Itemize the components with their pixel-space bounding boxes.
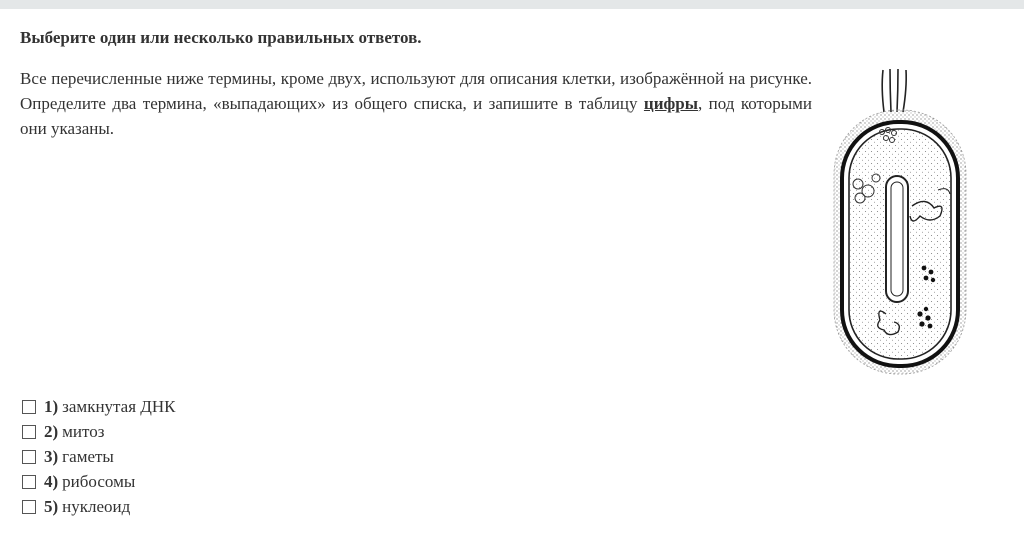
option-1-checkbox[interactable] [22, 400, 36, 414]
option-3[interactable] [22, 444, 176, 469]
option-2-checkbox[interactable] [22, 425, 36, 439]
question-highlight: цифры [643, 94, 699, 113]
question-text-after: , под которыми они указаны. [20, 94, 812, 138]
question-text [20, 66, 812, 141]
option-5[interactable] [22, 494, 176, 519]
option-3-number: 3) [44, 446, 59, 466]
option-4-number: 4) [44, 471, 59, 491]
option-2[interactable] [22, 419, 176, 444]
flagella [882, 69, 906, 112]
option-1[interactable] [22, 394, 176, 419]
option-4-label: рибосомы [62, 471, 136, 491]
option-2-label: митоз [62, 421, 105, 441]
bacterial-cell-illustration [828, 66, 976, 378]
task-title: Выберите один или несколько правильных ответов. [20, 28, 422, 47]
option-3-label: гаметы [62, 446, 114, 466]
option-5-checkbox[interactable] [22, 500, 36, 514]
option-4-checkbox[interactable] [22, 475, 36, 489]
nucleoid [886, 176, 908, 302]
option-4[interactable] [22, 469, 176, 494]
option-5-number: 5) [44, 496, 59, 516]
option-5-label: нуклеоид [62, 496, 131, 516]
option-3-checkbox[interactable] [22, 450, 36, 464]
option-1-label: замкнутая ДНК [62, 396, 176, 416]
top-bar [0, 0, 1024, 9]
answer-options [22, 394, 176, 519]
option-2-number: 2) [44, 421, 59, 441]
question-text-before: Все перечисленные ниже термины, кроме двух, используют для описания клетки, изображённой на рисунке. Определите два термина, «выпадающих» из общего списка, и запишите в таблицу [20, 69, 812, 113]
option-1-number: 1) [44, 396, 59, 416]
